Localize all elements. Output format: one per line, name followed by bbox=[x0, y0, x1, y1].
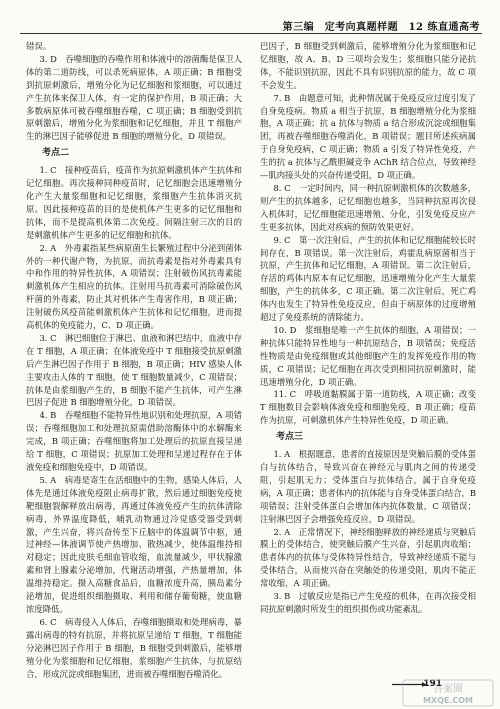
watermark-line1: 答案圈 bbox=[433, 684, 463, 695]
answer-paragraph: 错误。 bbox=[26, 41, 52, 51]
answer-paragraph: 8. C 一定时间内，同一种抗原刺激机体的次数越多，则产生的抗体越多，记忆细胞也越多，当同种抗原再次侵入机体时，记忆细胞能迅速增殖、分化，引发免疫反应产生更多抗体，因此对疾病的预防效果更好。 bbox=[260, 182, 476, 232]
answer-paragraph: 4. B 吞噬细胞不能特异性地识别和处理抗原，A 项错误；吞噬细胞加工和处理抗原需借助溶酶体中的水解酶来完成，B 项正确；吞噬细胞将加工处理后的抗原直接呈递给 T 细胞，C 项错误；抗原加工处理和呈递过程存在于体液免疫和细胞免疫中，D 项错误。 bbox=[26, 410, 242, 472]
left-column bbox=[26, 40, 242, 680]
section-heading: 考点二 bbox=[42, 148, 70, 159]
answer-paragraph: 10. D 浆细胞是唯一产生抗体的细胞，A 项错误；一种抗体只能特异性地与一种抗原结合，B 项错误；免疫活性物质是由免疫细胞或其他细胞产生的发挥免疫作用的物质，C 项错误；记忆细胞在再次受到相同抗原刺激时，能迅速增殖分化，D 项正确。 bbox=[260, 324, 476, 387]
answer-paragraph: 5. A 病毒是寄生在活细胞中的生物，感染人体后，人体先是通过体液免疫阻止病毒扩散，然后通过细胞免疫使靶细胞裂解释放出病毒，再通过体液免疫产生的抗体清除病毒，外界温度降低，哺乳动物通过冷觉感受器受到刺激，产生兴奋，将兴奋传至下丘脑中的体温调节中枢，通过神经—体液调节使产热增加、散热减少，使体温维持相对稳定；因此皮肤毛细血管收缩，血流量减少，甲状腺激素和肾上腺素分泌增加，代谢活动增强，产热量增加，体温维持稳定。摄入高糖食品后，血糖浓度升高，胰岛素分泌增加，促进组织细胞摄取、利用和储存葡萄糖，使血糖浓度降低。 bbox=[26, 474, 242, 614]
right-column bbox=[260, 40, 476, 616]
answer-paragraph: 11. C 呼吸道黏膜属于第一道防线，A 项正确；改变 T 细胞数目会影响体液免疫和细胞免疫，B 项正确；疫苗作为抗原，可刺激机体产生特异性免疫，D 项正确。 bbox=[260, 389, 476, 426]
answer-paragraph: 巴因子，B 细胞受到刺激后，能够增殖分化为浆细胞和记忆细胞，故 A、B、D 三项均会发生；浆细胞只能分泌抗体，不能识别抗原，因此不具有识别抗原的能力，故 C 项不会发生。 bbox=[260, 41, 476, 90]
watermark-line2: MXQE.COM bbox=[422, 696, 474, 705]
page-number: 191 bbox=[423, 679, 442, 689]
answer-paragraph: 2. A 正常情况下，神经细胞释放的神经递质与突触后膜上的受体结合，使突触后膜产生兴奋，引起肌肉收缩；患者体内的抗体与受体特异性结合，导致神经递质不能与受体结合，从而使兴奋在突触处的传递受阻，肌肉不能正常收缩，A 项正确。 bbox=[260, 526, 476, 589]
answer-paragraph: 7. B 由题意可知，此种情况属于免疫反应过度引发了自身免疫病。物质 a 相当于抗原，B 细胞增殖分化为浆细胞，A 项正确；抗 a 抗体与物质 a 结合形成沉淀或细胞集团，再被吞噬细胞吞噬消化，B 项错误；题目所述疾病属于自身免疫病，C 项正确；物质 a 引发了特异性免疫，产生的抗 a 抗体与乙酰胆碱竞争 AChR 结合位点，导致神经—肌肉接头处的兴奋传递受阻，D 项正确。 bbox=[260, 92, 476, 181]
answer-paragraph: 1. C 接种疫苗后，疫苗作为抗原刺激机体产生抗体和记忆细胞。再次接种同种疫苗时，记忆细胞会迅速增殖分化产生大量浆细胞和记忆细胞，浆细胞产生抗体消灭抗原。因此接种疫苗的目的是使机体产生更多的记忆细胞和抗体，而不是提高机体第二次免疫。间隔注射三次的目的是刺激机体产生更多的记忆细胞和抗体。 bbox=[26, 165, 242, 240]
answer-paragraph: 2. A 外毒素指某些病原菌生长繁殖过程中分泌到菌体外的一种代谢产物，为抗原，而抗毒素是指对外毒素具有中和作用的特异性抗体，A 项错误；注射破伤风抗毒素能刺激机体产生相应的抗体。注射用马抗毒素可消除破伤风杆菌的外毒素，防止其对机体产生毒害作用，B 项正确；注射破伤风疫苗能刺激机体产生抗体和记忆细胞，进而提高机体的免疫能力，C、D 项正确。 bbox=[26, 242, 242, 331]
answer-paragraph: 9. C 第一次注射后，产生的抗体和记忆细胞能较长时间存在，B 项错误。第一次注射后，鸡霍乱病原菌相当于抗原，产生抗体和记忆细胞，A 项错误。第二次注射后，存活的鸡体内原本有记忆细胞，迅速增殖分化产生大量浆细胞，产生的抗体多，C 项正确。第二次注射后，死亡鸡体内也发生了特异性免疫反应，但由于病原体的过度增殖超过了免疫系统的清除能力。 bbox=[260, 234, 476, 323]
answer-paragraph: 3. D 吞噬细胞的吞噬作用和体液中的溶菌酶是保卫人体的第二道防线，可以杀死病原体，A 项正确；B 细胞受到抗原刺激后，增殖分化为记忆细胞和浆细胞，可以通过产生抗体来保卫人体，有一定的保护作用，B 项正确；大多数病原体可被吞噬细胞吞噬，C 项正确；B 细胞受到抗原刺激后，增殖分化为浆细胞和记忆细胞，并且 T 细胞产生的淋巴因子能够促进 B 细胞的增殖分化，D 项错误。 bbox=[26, 53, 242, 142]
answer-paragraph: 3. B 过敏反应是指已产生免疫的机体，在再次接受相同抗原刺激时所发生的组织损伤或功能紊乱。 bbox=[260, 591, 476, 614]
watermark-logo bbox=[402, 679, 494, 707]
answer-paragraph: 3. C 淋巴细胞位于淋巴、血液和淋巴结中，血液中存在 T 细胞，A 项正确；在体液免疫中 T 细胞接受抗原刺激后产生淋巴因子作用于 B 细胞，B 项正确；HIV 感染人体主要攻击人体的 T 细胞，使 T 细胞数量减少，C 项错误；抗体是由浆细胞产生的，B 细胞不能产生抗体，可产生淋巴因子促进 B 细胞增殖分化，D 项错误。 bbox=[26, 332, 242, 408]
answer-paragraph: 1. A 根据题意，患者的直接原因是突触后膜的受体蛋白与抗体结合，导致兴奋在神经元与肌肉之间的传递受阻，引起肌无力；受体蛋白与抗体结合，属于自身免疫病，A 项正确；患者体内的抗体能与自身受体蛋白结合，B 项错误；注射受体蛋白会增加体内抗体数量，C 项错误；注射淋巴因子会增强免疫反应，D 项错误。 bbox=[260, 449, 476, 524]
header-rule bbox=[20, 33, 482, 34]
section-heading: 考点三 bbox=[276, 432, 304, 443]
answer-paragraph: 6. C 病毒侵入人体后，吞噬细胞摄取和处理病毒，暴露出病毒的特有抗原，并将抗原呈递给 T 细胞，T 细胞能分泌淋巴因子作用于 B 细胞，B 细胞受到刺激后，能够增殖分化为浆细胞和记忆细胞，浆细胞产生抗体，与抗原结合，形成沉淀或细胞集团，进而被吞噬细胞吞噬消化。 bbox=[26, 616, 242, 679]
running-header-title: 第三编 定考向真题样题 12 练直通高考 bbox=[282, 22, 480, 33]
page-footer bbox=[0, 669, 500, 709]
page-header bbox=[0, 0, 500, 34]
